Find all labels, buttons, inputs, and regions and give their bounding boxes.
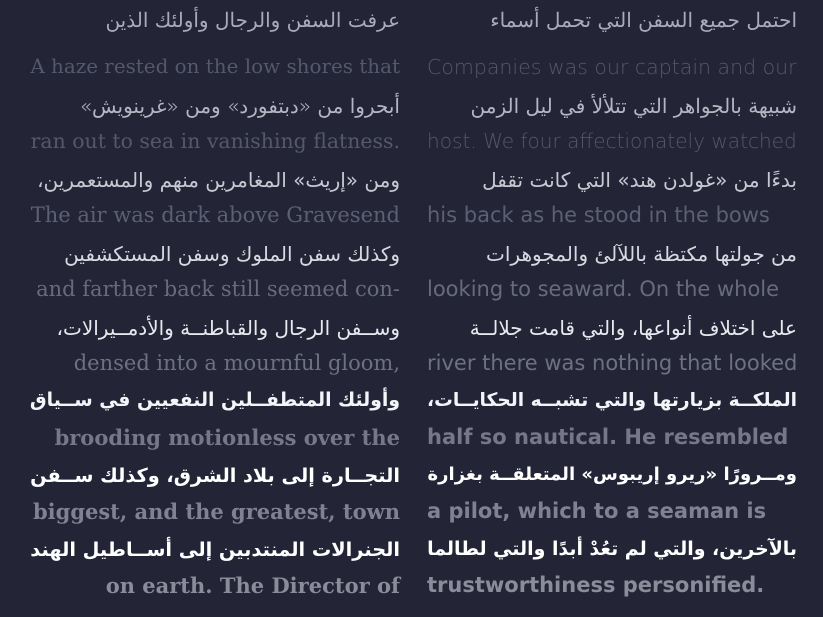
left-arabic-line-7: التجــارة إلى بلاد الشرق، وكذلك ســفن: [30, 464, 400, 487]
right-english-line-5: river there was nothing that looked: [427, 351, 798, 375]
left-english-line-5: densed into a mournful gloom,: [73, 351, 400, 375]
right-english-line-2: host. We four affectionately watched: [427, 129, 797, 153]
right-english-line-4: looking to seaward. On the whole: [427, 277, 780, 301]
left-arabic-line-4: وكذلك سفن الملوك وسفن المستكشفين: [64, 242, 400, 266]
right-arabic-line-5: على اختلاف أنواعها، والتي قامت جلالــة: [469, 316, 797, 340]
left-arabic-line-1: عرفت السفن والرجال وأولئك الذين: [105, 8, 400, 32]
right-arabic-line-7: ومــرورًا «ريرو إريبوس» المتعلقــة بغزارة: [427, 464, 797, 485]
left-english-line-7: biggest, and the greatest, town: [32, 499, 400, 524]
right-arabic-line-4: من جولتها مكتظة باللآلئ والمجوهرات: [486, 242, 797, 266]
left-english-line-2: ran out to sea in vanishing flatness.: [30, 129, 400, 153]
left-arabic-line-2: أبحروا من «دبتفورد» ومن «غرينويش»: [79, 94, 400, 118]
right-english-line-7: a pilot, which to a seaman is: [427, 499, 767, 523]
left-arabic-line-3: ومن «إريث» المغامرين منهم والمستعمرين،: [37, 168, 400, 192]
right-english-line-6: half so nautical. He resembled: [427, 425, 789, 449]
right-english-line-3: his back as he stood in the bows: [427, 203, 770, 227]
left-arabic-line-6: وأولئك المتطفــلين النفعيين في ســياق: [29, 390, 400, 411]
right-arabic-line-8: بالآخرين، والتي لم تعُدْ أبدًا والتي لطالما: [427, 538, 797, 560]
left-english-line-4: and farther back still seemed con-: [36, 277, 400, 301]
left-english-line-6: brooding motionless over the: [54, 425, 400, 450]
right-arabic-line-6: الملكــة بزيارتها والتي تشبــه الحكايــات،: [427, 390, 797, 411]
left-arabic-line-5: وســفن الرجال والقباطنــة والأدمــيرالات،: [56, 316, 400, 340]
left-english-line-1: A haze rested on the low shores that: [30, 55, 400, 78]
right-arabic-line-2: شبيهة بالجواهر التي تتلألأ في ليل الزمن: [470, 94, 797, 118]
left-arabic-line-8: الجنرالات المنتدبين إلى أســاطيل الهند: [30, 538, 400, 561]
right-english-line-1: Companies was our captain and our: [427, 55, 797, 79]
right-arabic-line-3: بدءًا من «غولدن هند» التي كانت تقفل: [482, 168, 797, 192]
right-arabic-line-1: احتمل جميع السفن التي تحمل أسماء: [490, 8, 797, 32]
right-english-line-8: trustworthiness personified.: [427, 573, 765, 597]
left-english-line-3: The air was dark above Gravesend: [30, 203, 400, 227]
left-english-line-8: on earth. The Director of: [105, 573, 400, 598]
